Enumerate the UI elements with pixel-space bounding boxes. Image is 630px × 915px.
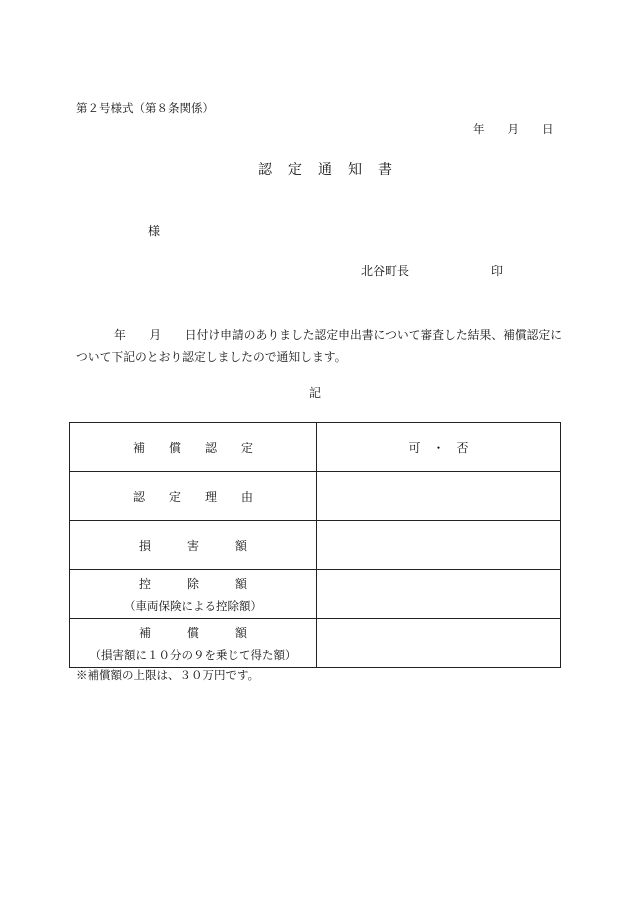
row-value-compensation	[317, 619, 561, 668]
row-label-subtext: （車両保険による控除額）	[124, 598, 262, 613]
footnote: ※補償額の上限は、３０万円です。	[76, 668, 260, 682]
row-label-kojo	[70, 570, 317, 619]
row-label-songai	[70, 521, 317, 570]
row-label-hosho-nintei	[70, 423, 317, 472]
form-number: 第２号様式（第８条関係）	[76, 101, 214, 115]
table-row	[70, 521, 561, 570]
seal-mark: 印	[491, 264, 504, 278]
recipient-suffix: 様	[148, 224, 161, 238]
row-label-hosho-gaku	[70, 619, 317, 668]
row-label-text: 補 償 認 定	[132, 440, 253, 455]
table-row	[70, 570, 561, 619]
row-label-subtext: （損害額に１０分の９を乗じて得た額）	[89, 647, 297, 662]
row-value-deduction	[317, 570, 561, 619]
body-text: 年 月 日付け申請のありました認定申出書について審査した結果、補償認定について下記のとおり認定しましたので通知します。	[76, 328, 563, 364]
row-value-approval	[317, 423, 561, 472]
issuer-name: 北谷町長	[361, 264, 410, 278]
page-title: 認 定 通 知 書	[258, 162, 393, 178]
date-line: 年 月 日	[473, 122, 554, 136]
row-label-text: 控 除 額	[138, 576, 247, 591]
ki-label: 記	[309, 386, 322, 400]
row-label-text: 認 定 理 由	[132, 489, 253, 504]
row-value-damage	[317, 521, 561, 570]
certification-table	[69, 422, 561, 668]
table-row	[70, 619, 561, 668]
approval-options: 可 ・ 否	[408, 440, 469, 455]
table-row	[70, 423, 561, 472]
row-label-text: 補 償 額	[138, 625, 247, 640]
row-value-reason	[317, 472, 561, 521]
row-label-nintei-riyu	[70, 472, 317, 521]
table-row	[70, 472, 561, 521]
row-label-text: 損 害 額	[138, 538, 247, 553]
